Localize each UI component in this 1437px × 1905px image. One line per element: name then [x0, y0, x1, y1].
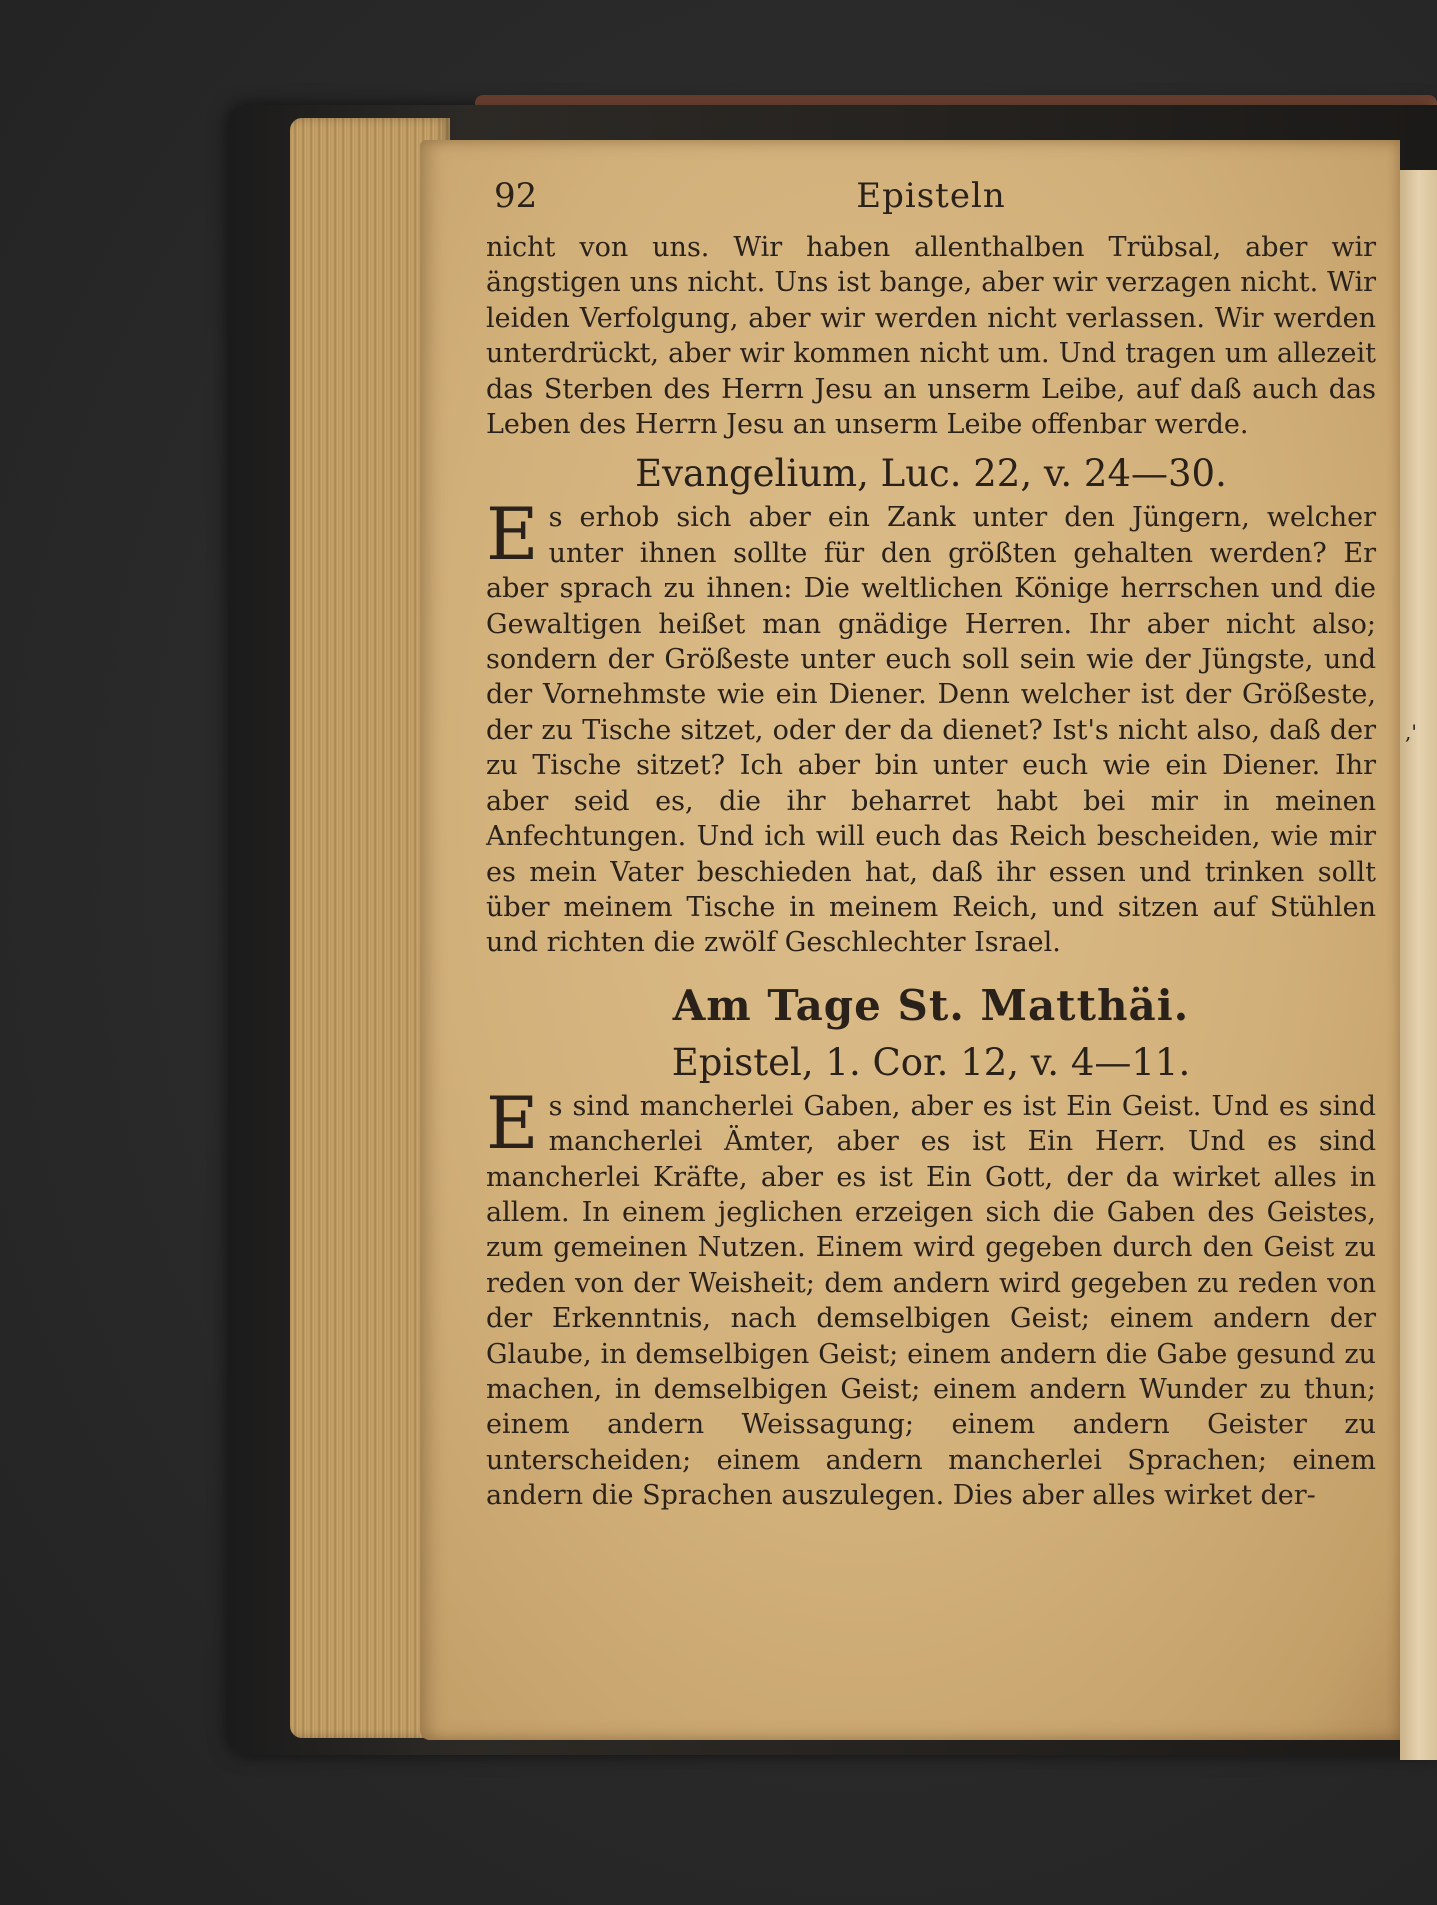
- gospel-paragraph: [486, 492, 1376, 960]
- continued-epistle-text: nicht von uns. Wir haben allenthalben Trübsal, aber wir ängstigen uns nicht. Uns ist bange, aber wir verzagen nicht. Wir leiden Verfolgung, aber wir werden nicht verlassen. Wir werden unterdrückt, aber wir kommen nicht um. Und tragen um allezeit das Sterben des Herrn Jesu an unserm Leibe, auf daß auch das Leben des Herrn Jesu an unserm Leibe offenbar werde.: [486, 232, 1376, 441]
- page-text-block: [486, 170, 1376, 1514]
- ink-mark: ,': [1405, 720, 1417, 744]
- epistle-text: s sind mancherlei Gaben, aber es ist Ein Geist. Und es sind mancherlei Ämter, aber es ist Ein Herr. Und es sind mancherlei Kräfte, aber es ist Ein Gott, der da wirket alles in allem. In einem jeglichen erzeigen sich die Gaben des Geistes, zum gemeinen Nutzen. Einem wird gegeben durch den Geist zu reden von der Weisheit; dem andern wird gegeben zu reden von der Erkenntnis, nach demselbigen Geist; einem andern der Glaube, in demselbigen Geist; einem andern die Gabe gesund zu machen, in demselbigen Geist; einem andern Wunder zu thun; einem andern Weissagung; einem andern Geister zu unterscheiden; einem andern mancherlei Sprachen; einem andern die Sprachen auszulegen. Dies aber alles wirket der-: [486, 1090, 1376, 1512]
- epistle-heading: Epistel, 1. Cor. 12, v. 4—11.: [671, 1040, 1191, 1084]
- feast-heading: Am Tage St. Matthäi.: [672, 980, 1190, 1030]
- gospel-heading: Evangelium, Luc. 22, v. 24—30.: [635, 452, 1227, 496]
- page-number: 92: [494, 176, 538, 216]
- epistle-paragraph: [486, 1080, 1376, 1514]
- gospel-text: s erhob sich aber ein Zank unter den Jüngern, welcher unter ihnen sollte für den größten gehalten werden? Er aber sprach zu ihnen: Die weltlichen Könige herrschen und die Gewaltigen heißet man gnädige Herren. Ihr aber nicht also; sondern der Größeste unter euch soll sein wie der Jüngste, und der Vornehmste wie ein Diener. Denn welcher ist der Größeste, der zu Tische sitzet, oder der da dienet? Ist's nicht also, daß der zu Tische sitzet? Ich aber bin unter euch wie ein Diener. Ihr aber seid es, die ihr beharret habt bei mir in meinen Anfechtungen. Und ich will euch das Reich bescheiden, wie mir es mein Vater beschieden hat, daß ihr essen und trinken sollt über meinem Tische in meinem Reich, und sitzen auf Stühlen und richten die zwölf Geschlechter Israel.: [486, 502, 1376, 959]
- facing-page-edge: [1400, 170, 1437, 1760]
- epistle-drop-cap: E: [486, 1080, 539, 1165]
- running-header-title: Episteln: [856, 176, 1006, 216]
- gospel-drop-cap: E: [486, 492, 539, 577]
- running-head: [486, 170, 1376, 230]
